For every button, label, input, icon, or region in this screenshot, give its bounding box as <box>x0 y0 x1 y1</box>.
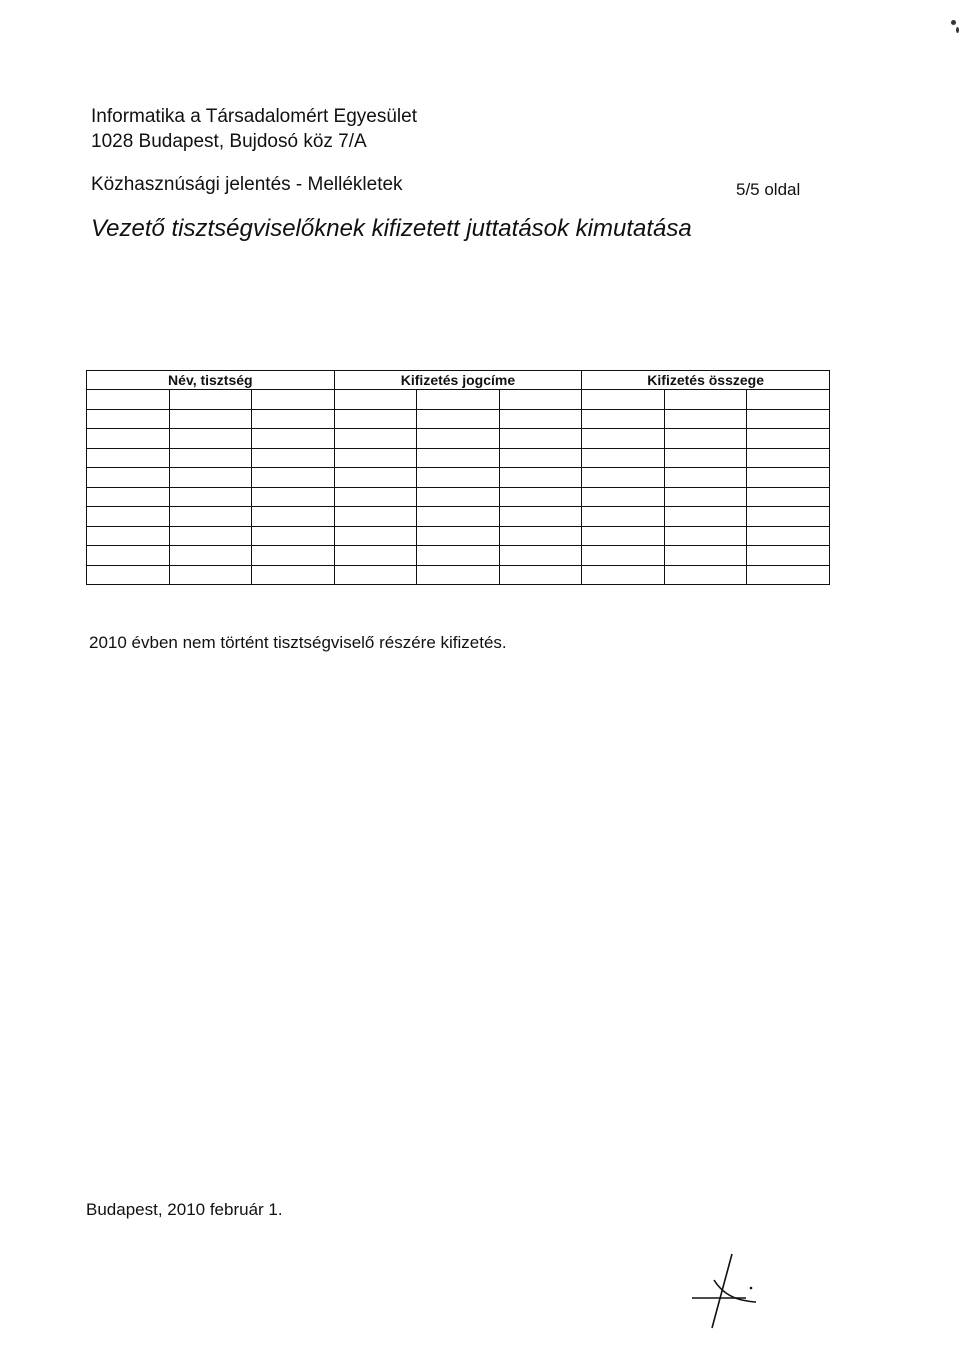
table-cell <box>664 487 747 507</box>
table-cell <box>334 409 417 429</box>
table-cell <box>499 526 582 546</box>
table-cell <box>499 565 582 585</box>
table-row <box>87 448 830 468</box>
report-title: Vezető tisztségviselőknek kifizetett juttatások kimutatása <box>91 215 692 242</box>
table-cell <box>417 565 500 585</box>
table-cell <box>87 565 170 585</box>
table-row <box>87 546 830 566</box>
table-cell <box>747 487 830 507</box>
table-cell <box>87 429 170 449</box>
table-cell <box>87 507 170 527</box>
table-cell <box>334 526 417 546</box>
table-cell <box>417 468 500 488</box>
table-cell <box>582 429 665 449</box>
column-header-payment-amount: Kifizetés összege <box>582 371 830 390</box>
table-row <box>87 565 830 585</box>
table-cell <box>252 468 335 488</box>
report-subtitle: Közhasznúsági jelentés - Mellékletek <box>91 174 403 195</box>
table-row <box>87 390 830 410</box>
table-cell <box>664 429 747 449</box>
table-cell <box>499 468 582 488</box>
table-cell <box>87 487 170 507</box>
table-cell <box>252 448 335 468</box>
table-row <box>87 429 830 449</box>
table-cell <box>417 409 500 429</box>
table-cell <box>664 390 747 410</box>
table-cell <box>664 468 747 488</box>
table-row <box>87 507 830 527</box>
table-cell <box>582 507 665 527</box>
table-cell <box>169 507 252 527</box>
table-cell <box>252 390 335 410</box>
table-cell <box>417 390 500 410</box>
table-cell <box>499 429 582 449</box>
table-cell <box>334 448 417 468</box>
table-body <box>87 390 830 585</box>
no-payment-statement: 2010 évben nem történt tisztségviselő részére kifizetés. <box>89 633 507 652</box>
payments-table <box>86 370 830 585</box>
table-cell <box>499 507 582 527</box>
table-cell <box>334 507 417 527</box>
table-cell <box>169 429 252 449</box>
table-cell <box>747 546 830 566</box>
table-cell <box>169 487 252 507</box>
table-cell <box>747 429 830 449</box>
organization-address: 1028 Budapest, Bujdosó köz 7/A <box>91 131 367 152</box>
table-cell <box>747 507 830 527</box>
table-cell <box>87 468 170 488</box>
table-cell <box>334 390 417 410</box>
table-cell <box>334 429 417 449</box>
table-cell <box>334 565 417 585</box>
table-cell <box>252 507 335 527</box>
table-cell <box>417 546 500 566</box>
table-cell <box>169 448 252 468</box>
table-cell <box>747 409 830 429</box>
column-header-payment-title: Kifizetés jogcíme <box>334 371 582 390</box>
table-cell <box>87 526 170 546</box>
table-cell <box>664 526 747 546</box>
table-cell <box>582 546 665 566</box>
table-cell <box>582 448 665 468</box>
table-row <box>87 526 830 546</box>
table-cell <box>747 565 830 585</box>
column-header-name-position: Név, tisztség <box>87 371 335 390</box>
table-cell <box>582 468 665 488</box>
table-cell <box>417 526 500 546</box>
table-cell <box>169 526 252 546</box>
table-cell <box>252 429 335 449</box>
page-number: 5/5 oldal <box>736 180 801 199</box>
table-cell <box>252 526 335 546</box>
table-cell <box>747 390 830 410</box>
place-and-date: Budapest, 2010 február 1. <box>86 1200 283 1219</box>
table-cell <box>582 526 665 546</box>
table-cell <box>499 487 582 507</box>
table-cell <box>747 526 830 546</box>
table-cell <box>417 448 500 468</box>
table-cell <box>169 546 252 566</box>
table-row <box>87 468 830 488</box>
table-cell <box>169 409 252 429</box>
table-row <box>87 409 830 429</box>
table-cell <box>747 448 830 468</box>
table-cell <box>499 409 582 429</box>
organization-name: Informatika a Társadalomért Egyesület <box>91 106 417 127</box>
table-cell <box>87 448 170 468</box>
table-cell <box>169 468 252 488</box>
table-cell <box>417 429 500 449</box>
table-header-row <box>87 371 830 390</box>
table-cell <box>664 565 747 585</box>
table-cell <box>87 390 170 410</box>
table-cell <box>582 390 665 410</box>
table-cell <box>747 468 830 488</box>
table-cell <box>664 546 747 566</box>
table-cell <box>252 409 335 429</box>
signature-mark <box>688 1250 768 1330</box>
table-cell <box>582 409 665 429</box>
table-cell <box>499 448 582 468</box>
table-cell <box>169 565 252 585</box>
table-cell <box>252 487 335 507</box>
table-cell <box>334 546 417 566</box>
table-cell <box>664 409 747 429</box>
table-cell <box>499 546 582 566</box>
table-cell <box>582 565 665 585</box>
table-cell <box>582 487 665 507</box>
table-cell <box>417 507 500 527</box>
table-cell <box>334 487 417 507</box>
table-cell <box>499 390 582 410</box>
table-cell <box>252 565 335 585</box>
table-cell <box>417 487 500 507</box>
table-cell <box>169 390 252 410</box>
table-cell <box>664 507 747 527</box>
table-cell <box>87 546 170 566</box>
table-cell <box>334 468 417 488</box>
scan-speck <box>956 27 959 33</box>
table-cell <box>664 448 747 468</box>
table-cell <box>252 546 335 566</box>
table-row <box>87 487 830 507</box>
scan-speck <box>951 20 956 25</box>
table-cell <box>87 409 170 429</box>
